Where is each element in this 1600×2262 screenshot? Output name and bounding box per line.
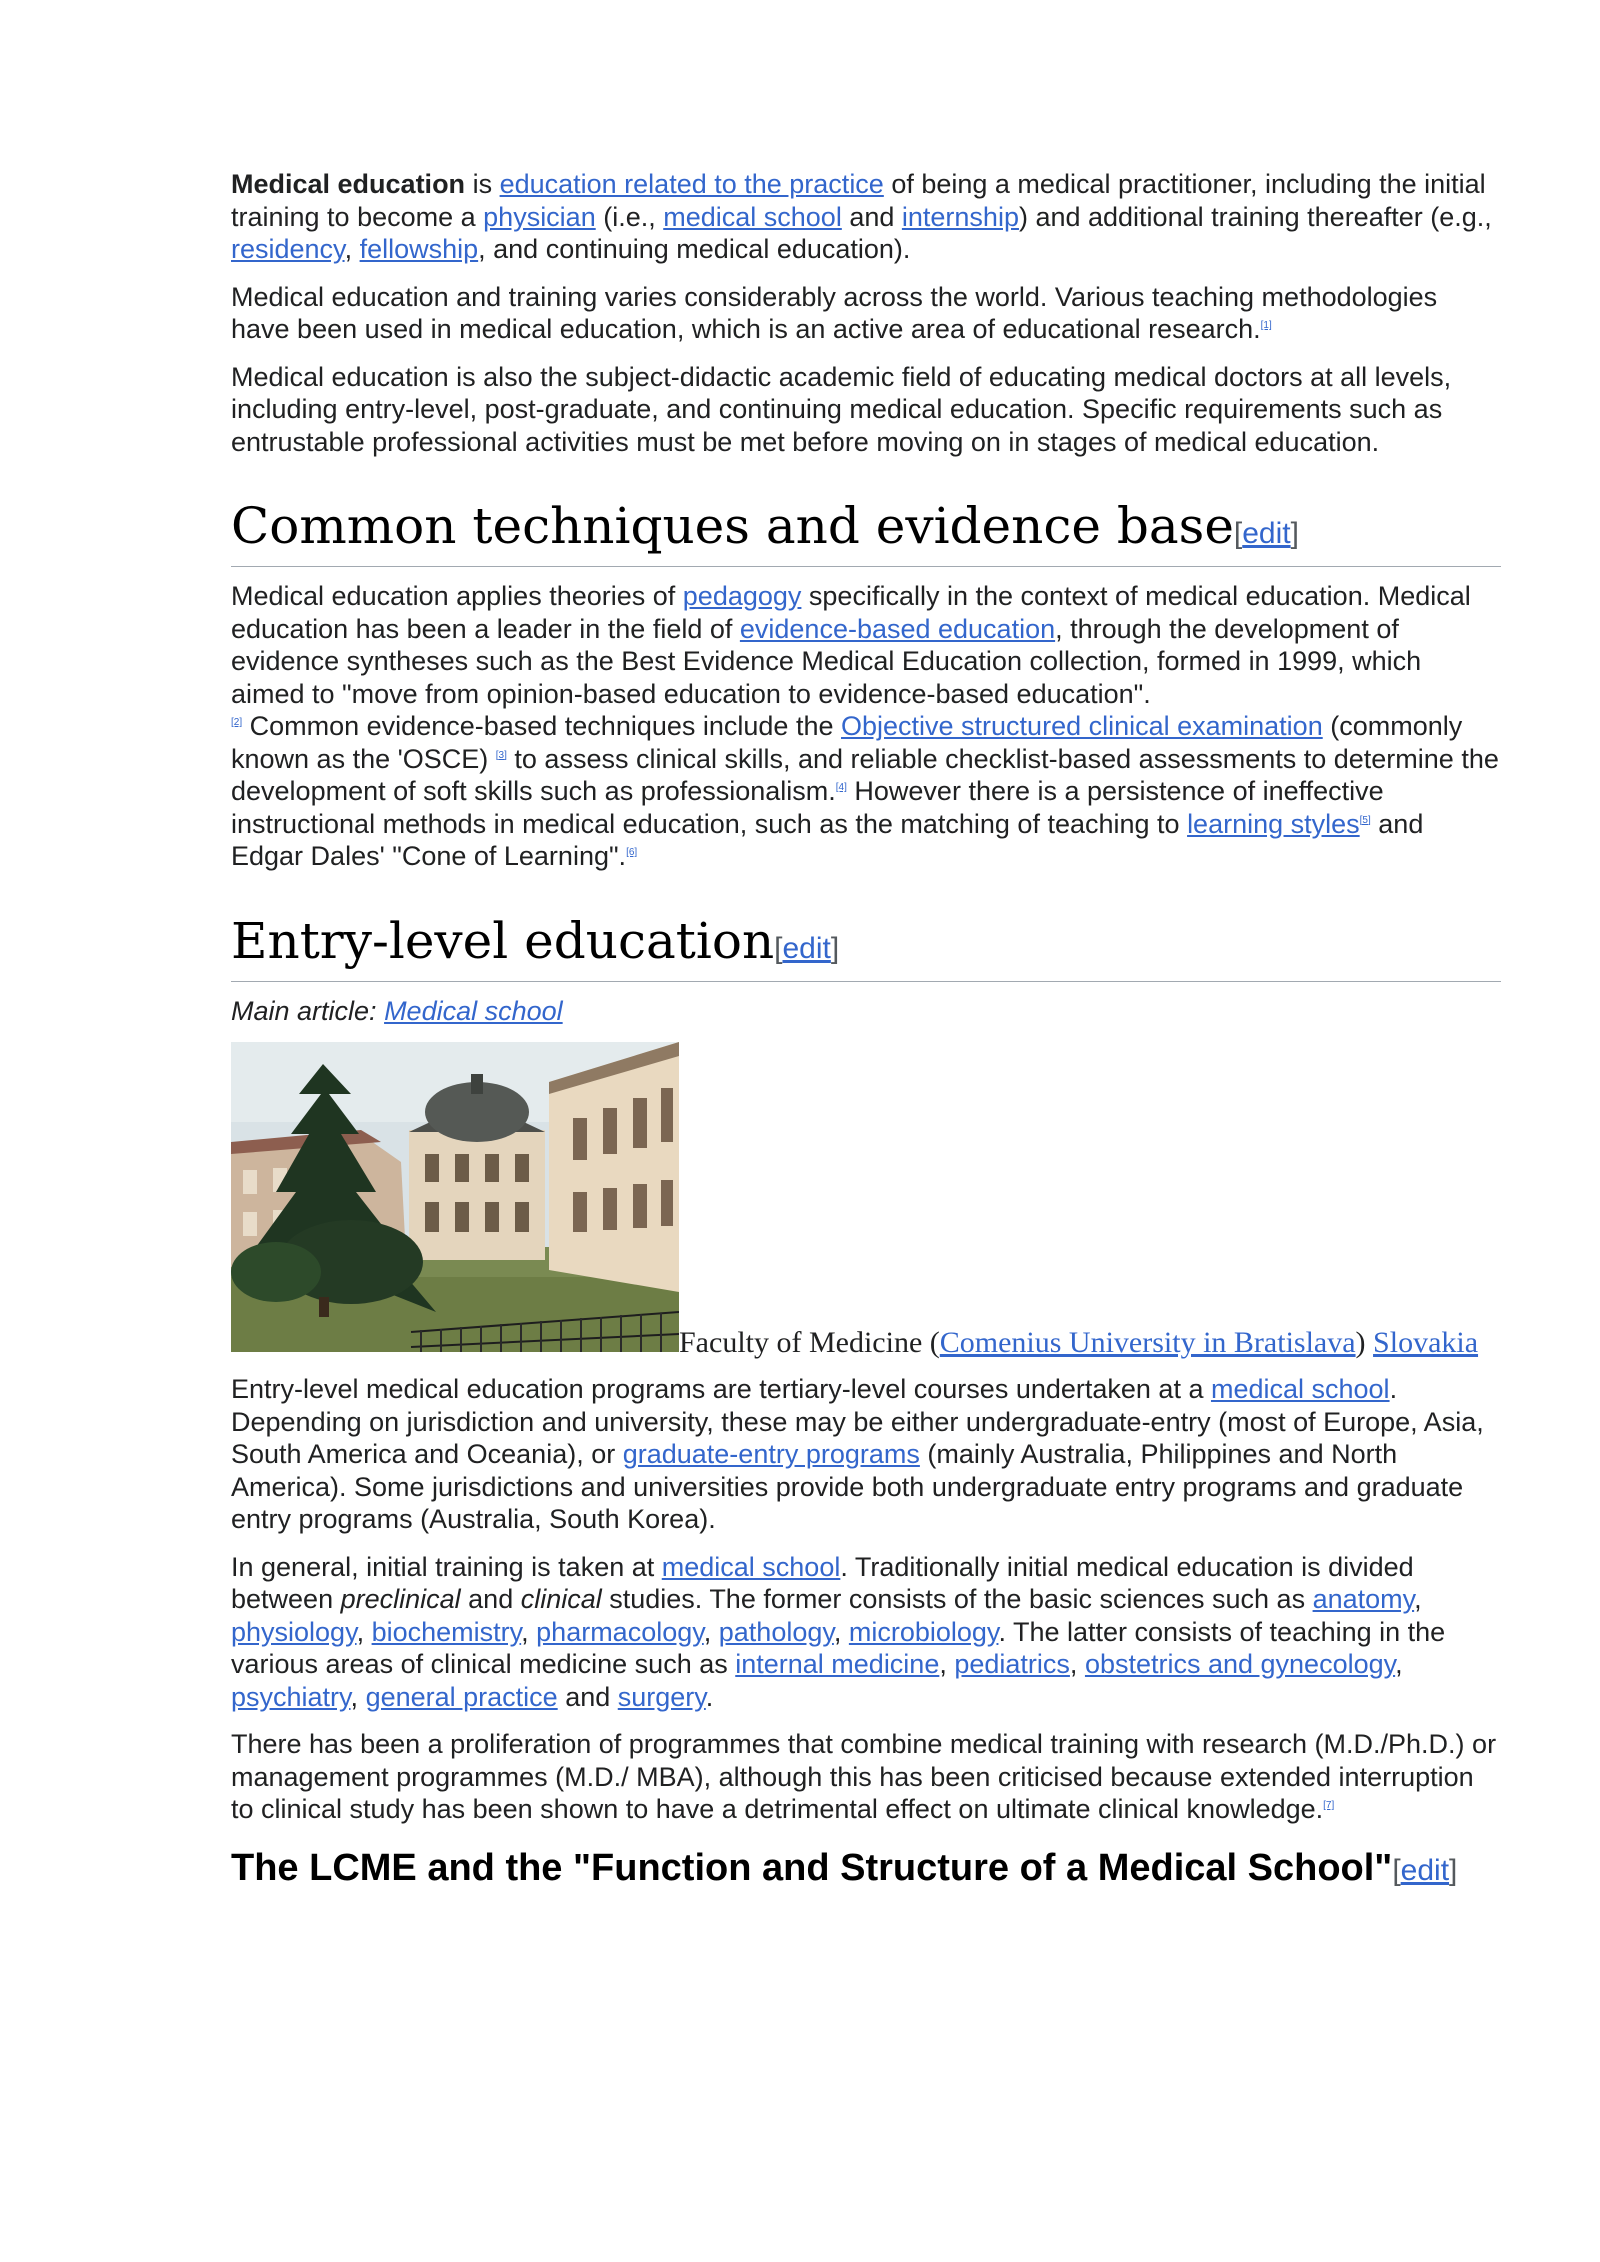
text-run: , bbox=[703, 1616, 719, 1647]
figure-caption-text: ) bbox=[1355, 1326, 1374, 1359]
heading-text: Common techniques and evidence base bbox=[231, 497, 1234, 555]
link-medical-school[interactable]: medical school bbox=[661, 1551, 841, 1582]
link-surgery[interactable]: surgery bbox=[617, 1681, 706, 1712]
edit-link[interactable]: edit bbox=[1242, 517, 1291, 550]
text-run: , bbox=[350, 1681, 366, 1712]
text-run: In general, initial training is taken at bbox=[231, 1551, 662, 1582]
link-evidence-based-education[interactable]: evidence-based education bbox=[739, 613, 1056, 644]
text-run: and bbox=[841, 201, 902, 232]
italic-term: preclinical bbox=[340, 1584, 461, 1614]
section2-paragraph-2 bbox=[231, 1551, 1501, 1714]
edit-bracket: [ bbox=[774, 931, 783, 965]
link-osce[interactable]: Objective structured clinical examination bbox=[841, 711, 1323, 741]
intro-paragraph-3: Medical education is also the subject-didactic academic field of educating medical doctors at all levels, including entry-level, post-graduate, and continuing medical education. Specific requirements such as entrustable professional activities must be met before moving on in stages of medical education. bbox=[231, 361, 1452, 457]
text-run: (commonly known as the 'OSCE) bbox=[231, 711, 1463, 774]
link-general-practice[interactable]: general practice bbox=[365, 1681, 558, 1712]
reference-link[interactable]: [4] bbox=[835, 782, 847, 793]
text-run: , bbox=[1414, 1584, 1422, 1614]
link-internship[interactable]: internship bbox=[901, 201, 1019, 232]
reference-link[interactable]: [5] bbox=[1359, 814, 1371, 826]
link-psychiatry[interactable]: psychiatry bbox=[231, 1681, 351, 1712]
text-run: However there is a persistence of ineffective instructional methods in medical education, such as the matching of teaching to bbox=[231, 776, 1384, 839]
edit-bracket: [ bbox=[1233, 517, 1243, 550]
link-obstetrics-gynecology[interactable]: obstetrics and gynecology bbox=[1084, 1649, 1396, 1679]
reference-4[interactable] bbox=[836, 782, 847, 793]
text-run: is bbox=[465, 169, 500, 199]
heading-text: Entry-level education bbox=[231, 911, 775, 970]
edit-bracket: [ bbox=[1392, 1853, 1401, 1887]
hatnote-label: Main article: bbox=[231, 995, 377, 1026]
text-run: ) and additional training thereafter (e.g., bbox=[1018, 201, 1492, 232]
text-run: studies. The former consists of the basic sciences such as bbox=[601, 1584, 1313, 1614]
text-run: Common evidence-based techniques include the bbox=[242, 711, 841, 741]
link-graduate-entry-programs[interactable]: graduate-entry programs bbox=[622, 1439, 920, 1469]
italic-term: clinical bbox=[520, 1584, 602, 1614]
link-medical-school[interactable]: medical school bbox=[1210, 1374, 1390, 1404]
edit-link[interactable]: edit bbox=[1400, 1853, 1450, 1887]
link-pedagogy[interactable]: pedagogy bbox=[682, 581, 802, 611]
section1-paragraph bbox=[231, 580, 1501, 873]
edit-bracket: ] bbox=[1290, 517, 1299, 550]
text-run: (i.e., bbox=[595, 201, 664, 232]
text-run: , bbox=[521, 1616, 537, 1647]
intro-paragraph-2 bbox=[231, 281, 1501, 346]
reference-link[interactable]: [6] bbox=[626, 847, 638, 858]
text-run: (mainly Australia, Philippines and North America). Some jurisdictions and universities provide both undergraduate entry programs and graduate entry programs (Australia, South Korea). bbox=[231, 1439, 1464, 1534]
link-biochemistry[interactable]: biochemistry bbox=[371, 1616, 522, 1647]
text-run: , bbox=[344, 234, 360, 264]
reference-1[interactable] bbox=[1261, 320, 1272, 331]
link-pediatrics[interactable]: pediatrics bbox=[954, 1649, 1070, 1679]
link-pathology[interactable]: pathology bbox=[718, 1616, 834, 1647]
intro-paragraph-1 bbox=[231, 168, 1501, 266]
text-run: . Depending on jurisdiction and university, these may be either undergraduate-entry (most of Europe, Asia, South America and Oceania), or bbox=[231, 1374, 1484, 1469]
reference-5[interactable] bbox=[1360, 815, 1371, 826]
link-physiology[interactable]: physiology bbox=[231, 1616, 357, 1647]
link-slovakia[interactable]: Slovakia bbox=[1373, 1326, 1479, 1359]
heading-text: The LCME and the "Function and Structure of a Medical School" bbox=[231, 1846, 1393, 1889]
link-learning-styles[interactable]: learning styles bbox=[1187, 808, 1360, 839]
text-run: Medical education and training varies considerably across the world. Various teaching methodologies have been used in medical education, which is an active area of educational research. bbox=[231, 281, 1438, 344]
section2-paragraph-3 bbox=[231, 1728, 1501, 1826]
figure-caption-text: Faculty of Medicine ( bbox=[679, 1326, 940, 1359]
text-run: to assess clinical skills, and reliable checklist-based assessments to determine the development of soft skills such as professionalism. bbox=[231, 743, 1499, 806]
edit-link[interactable]: edit bbox=[782, 931, 831, 965]
figure bbox=[231, 1042, 1501, 1361]
article-body bbox=[231, 168, 1501, 1893]
reference-3[interactable] bbox=[496, 750, 507, 761]
link-pharmacology[interactable]: pharmacology bbox=[536, 1616, 704, 1647]
reference-7[interactable] bbox=[1323, 1800, 1334, 1811]
link-comenius-university[interactable]: Comenius University in Bratislava bbox=[939, 1326, 1356, 1359]
text-run: of being a medical practitioner, including the initial training to become a bbox=[231, 169, 1486, 232]
hatnote bbox=[231, 995, 1501, 1028]
link-education-practice[interactable]: education related to the practice bbox=[499, 169, 884, 199]
section-heading-entry-level bbox=[231, 911, 1501, 982]
text-run: . The latter consists of teaching in the various areas of clinical medicine such as bbox=[231, 1616, 1446, 1679]
edit-bracket: ] bbox=[830, 931, 840, 965]
text-run: , bbox=[1395, 1649, 1403, 1679]
faculty-building-photo[interactable] bbox=[231, 1042, 679, 1352]
section-heading-common-techniques bbox=[231, 496, 1501, 567]
text-run: , and continuing medical education). bbox=[478, 234, 911, 264]
text-run: Entry-level medical education programs are tertiary-level courses undertaken at a bbox=[231, 1374, 1211, 1404]
text-run: , bbox=[1069, 1649, 1085, 1679]
link-microbiology[interactable]: microbiology bbox=[848, 1616, 999, 1647]
text-run: , bbox=[356, 1616, 372, 1647]
text-run: , through the development of evidence syntheses such as the Best Evidence Medical Education collection, formed in 1999, which aimed to "move from opinion-based education to evidence-based education". bbox=[231, 613, 1422, 709]
text-run: , bbox=[833, 1616, 849, 1647]
text-run: and Edgar Dales' "Cone of Learning". bbox=[231, 808, 1424, 871]
article-subject-bold: Medical education bbox=[231, 169, 466, 199]
link-fellowship[interactable]: fellowship bbox=[359, 234, 479, 264]
text-run: There has been a proliferation of programmes that combine medical training with research (M.D./Ph.D.) or management programmes (M.D./ MBA), although this has been criticised because extended interruption to clinical study has been shown to have a detrimental effect on ultimate clinical knowledge. bbox=[231, 1729, 1497, 1824]
text-run: . Traditionally initial medical education is divided between bbox=[231, 1551, 1414, 1614]
edit-section-link bbox=[1392, 1854, 1457, 1887]
text-run: . bbox=[705, 1681, 714, 1712]
reference-link[interactable]: [3] bbox=[495, 749, 507, 761]
link-internal-medicine[interactable]: internal medicine bbox=[735, 1649, 940, 1679]
text-run: and bbox=[460, 1584, 521, 1614]
text-run: and bbox=[557, 1681, 618, 1712]
reference-2[interactable] bbox=[231, 717, 242, 728]
link-main-article-medical-school[interactable]: Medical school bbox=[384, 995, 563, 1026]
edit-bracket: ] bbox=[1449, 1853, 1458, 1887]
text-run: Medical education applies theories of bbox=[231, 581, 683, 611]
link-medical-school[interactable]: medical school bbox=[663, 201, 842, 232]
subsection-heading-lcme bbox=[231, 1846, 1501, 1893]
section2-paragraph-1 bbox=[231, 1373, 1501, 1536]
edit-section-link bbox=[774, 932, 839, 965]
reference-link[interactable]: [7] bbox=[1323, 1800, 1335, 1811]
reference-link[interactable]: [1] bbox=[1260, 320, 1272, 331]
reference-link[interactable]: [2] bbox=[231, 717, 243, 728]
edit-section-link bbox=[1234, 517, 1299, 550]
text-run: , bbox=[939, 1649, 955, 1679]
link-anatomy[interactable]: anatomy bbox=[1312, 1584, 1415, 1614]
reference-6[interactable] bbox=[626, 847, 637, 858]
text-run: specifically in the context of medical education. Medical education has been a leader in the field of bbox=[231, 581, 1471, 644]
link-physician[interactable]: physician bbox=[483, 201, 596, 232]
link-residency[interactable]: residency bbox=[231, 234, 345, 264]
